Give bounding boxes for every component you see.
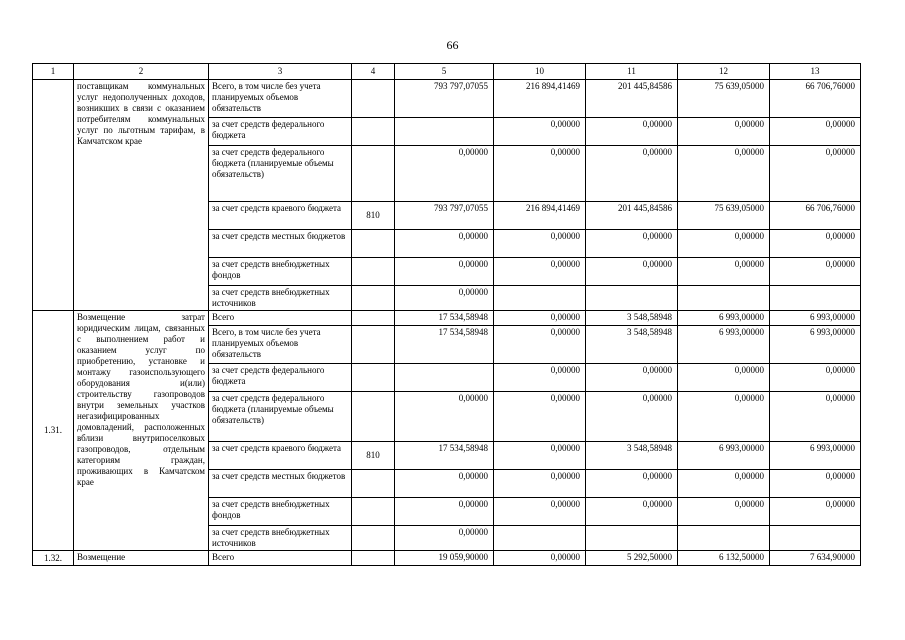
value-col13 <box>770 526 861 551</box>
value-col13: 6 993,00000 <box>770 326 861 364</box>
funding-source: Всего <box>209 551 352 566</box>
value-col5 <box>395 118 494 146</box>
value-col11: 201 445,84586 <box>586 80 678 118</box>
funding-source: за счет средств внебюджетных источников <box>209 286 352 311</box>
value-col12: 6 132,50000 <box>678 551 770 566</box>
budget-table <box>32 63 861 566</box>
column-header: 1 <box>33 64 74 80</box>
value-col5: 0,00000 <box>395 498 494 526</box>
value-col11: 201 445,84586 <box>586 202 678 230</box>
value-col5: 0,00000 <box>395 258 494 286</box>
funding-source: за счет средств федерального бюджета <box>209 118 352 146</box>
value-col10: 216 894,41469 <box>494 202 586 230</box>
value-col12: 6 993,00000 <box>678 311 770 326</box>
value-col11: 0,00000 <box>586 392 678 442</box>
funding-source: за счет средств краевого бюджета <box>209 202 352 230</box>
code-cell <box>352 392 395 442</box>
value-col11: 0,00000 <box>586 258 678 286</box>
column-header: 13 <box>770 64 861 80</box>
value-col12: 6 993,00000 <box>678 442 770 470</box>
value-col13: 6 993,00000 <box>770 442 861 470</box>
row-number-cell: 1.31. <box>33 311 74 551</box>
value-col10: 0,00000 <box>494 311 586 326</box>
code-cell <box>352 470 395 498</box>
value-col13: 0,00000 <box>770 258 861 286</box>
value-col13: 66 706,76000 <box>770 202 861 230</box>
value-col10: 0,00000 <box>494 364 586 392</box>
code-cell: 810 <box>352 442 395 470</box>
value-col13: 0,00000 <box>770 498 861 526</box>
code-cell <box>352 258 395 286</box>
value-col11 <box>586 526 678 551</box>
value-col5: 0,00000 <box>395 230 494 258</box>
column-header: 5 <box>395 64 494 80</box>
value-col11: 0,00000 <box>586 364 678 392</box>
funding-source: за счет средств внебюджетных фондов <box>209 258 352 286</box>
value-col12: 0,00000 <box>678 118 770 146</box>
measure-description: Возмещение затрат юридическим лицам, связанных с выполнением работ и оказанием услуг по приобретению, установке и монтажу газоиспользующего оборудования и(или) строительству газопроводов внутри земельных участков негазифицированных домовладений, расположенных вблизи внутрипоселковых газопроводов, отдельным категориям граждан, проживающих в Камчатском крае <box>74 311 209 551</box>
value-col11: 0,00000 <box>586 470 678 498</box>
value-col10 <box>494 526 586 551</box>
value-col12: 0,00000 <box>678 498 770 526</box>
value-col10: 0,00000 <box>494 258 586 286</box>
value-col13: 6 993,00000 <box>770 311 861 326</box>
value-col11: 3 548,58948 <box>586 326 678 364</box>
value-col10 <box>494 286 586 311</box>
code-cell <box>352 551 395 566</box>
value-col11: 5 292,50000 <box>586 551 678 566</box>
funding-source: за счет средств местных бюджетов <box>209 470 352 498</box>
value-col5: 19 059,90000 <box>395 551 494 566</box>
value-col12: 6 993,00000 <box>678 326 770 364</box>
code-cell <box>352 230 395 258</box>
value-col13: 7 634,90000 <box>770 551 861 566</box>
value-col10: 0,00000 <box>494 442 586 470</box>
value-col11: 0,00000 <box>586 146 678 202</box>
value-col12: 0,00000 <box>678 364 770 392</box>
value-col10: 0,00000 <box>494 392 586 442</box>
value-col12: 75 639,05000 <box>678 202 770 230</box>
funding-source: Всего, в том числе без учета планируемых объемов обязательств <box>209 80 352 118</box>
value-col10: 0,00000 <box>494 118 586 146</box>
value-col13: 66 706,76000 <box>770 80 861 118</box>
value-col13 <box>770 286 861 311</box>
table-row <box>33 80 861 118</box>
value-col5: 0,00000 <box>395 470 494 498</box>
funding-source: Всего, в том числе без учета планируемых объемов обязательств <box>209 326 352 364</box>
funding-source: за счет средств краевого бюджета <box>209 442 352 470</box>
column-header: 4 <box>352 64 395 80</box>
value-col13: 0,00000 <box>770 146 861 202</box>
column-header: 12 <box>678 64 770 80</box>
funding-source: за счет средств местных бюджетов <box>209 230 352 258</box>
funding-source: за счет средств внебюджетных источников <box>209 526 352 551</box>
code-cell: 810 <box>352 202 395 230</box>
value-col5: 17 534,58948 <box>395 442 494 470</box>
value-col12 <box>678 526 770 551</box>
value-col12: 0,00000 <box>678 258 770 286</box>
value-col12: 0,00000 <box>678 470 770 498</box>
value-col13: 0,00000 <box>770 230 861 258</box>
value-col10: 0,00000 <box>494 230 586 258</box>
funding-source: Всего <box>209 311 352 326</box>
code-cell <box>352 146 395 202</box>
funding-source: за счет средств внебюджетных фондов <box>209 498 352 526</box>
code-cell <box>352 80 395 118</box>
value-col11: 3 548,58948 <box>586 442 678 470</box>
value-col5: 793 797,07055 <box>395 80 494 118</box>
value-col13: 0,00000 <box>770 364 861 392</box>
funding-source: за счет средств федерального бюджета (планируемые объемы обязательств) <box>209 146 352 202</box>
table-row <box>33 311 861 326</box>
value-col5: 793 797,07055 <box>395 202 494 230</box>
value-col12: 0,00000 <box>678 146 770 202</box>
value-col12: 0,00000 <box>678 392 770 442</box>
value-col5 <box>395 364 494 392</box>
code-cell <box>352 326 395 364</box>
value-col11: 0,00000 <box>586 498 678 526</box>
value-col5: 0,00000 <box>395 392 494 442</box>
value-col13: 0,00000 <box>770 118 861 146</box>
value-col10: 216 894,41469 <box>494 80 586 118</box>
code-cell <box>352 498 395 526</box>
measure-description: Возмещение <box>74 551 209 566</box>
funding-source: за счет средств федерального бюджета (планируемые объемы обязательств) <box>209 392 352 442</box>
value-col11: 0,00000 <box>586 118 678 146</box>
code-cell <box>352 364 395 392</box>
value-col5: 17 534,58948 <box>395 311 494 326</box>
value-col13: 0,00000 <box>770 470 861 498</box>
value-col13: 0,00000 <box>770 392 861 442</box>
value-col10: 0,00000 <box>494 551 586 566</box>
row-number-cell <box>33 80 74 311</box>
value-col11 <box>586 286 678 311</box>
column-number-row <box>33 64 861 80</box>
value-col5: 0,00000 <box>395 146 494 202</box>
value-col10: 0,00000 <box>494 498 586 526</box>
value-col5: 17 534,58948 <box>395 326 494 364</box>
code-cell <box>352 286 395 311</box>
value-col10: 0,00000 <box>494 146 586 202</box>
value-col10: 0,00000 <box>494 470 586 498</box>
value-col5: 0,00000 <box>395 526 494 551</box>
value-col10: 0,00000 <box>494 326 586 364</box>
value-col12: 0,00000 <box>678 230 770 258</box>
column-header: 2 <box>74 64 209 80</box>
value-col5: 0,00000 <box>395 286 494 311</box>
code-cell <box>352 118 395 146</box>
page-number: 66 <box>446 38 459 52</box>
column-header: 10 <box>494 64 586 80</box>
funding-source: за счет средств федерального бюджета <box>209 364 352 392</box>
table-row <box>33 551 861 566</box>
code-cell <box>352 526 395 551</box>
column-header: 11 <box>586 64 678 80</box>
value-col12: 75 639,05000 <box>678 80 770 118</box>
value-col12 <box>678 286 770 311</box>
value-col11: 0,00000 <box>586 230 678 258</box>
row-number-cell: 1.32. <box>33 551 74 566</box>
measure-description: поставщикам коммунальных услуг недополученных доходов, возникших в связи с оказанием потребителям коммунальных услуг по льготным тарифам, в Камчатском крае <box>74 80 209 311</box>
code-cell <box>352 311 395 326</box>
column-header: 3 <box>209 64 352 80</box>
value-col11: 3 548,58948 <box>586 311 678 326</box>
